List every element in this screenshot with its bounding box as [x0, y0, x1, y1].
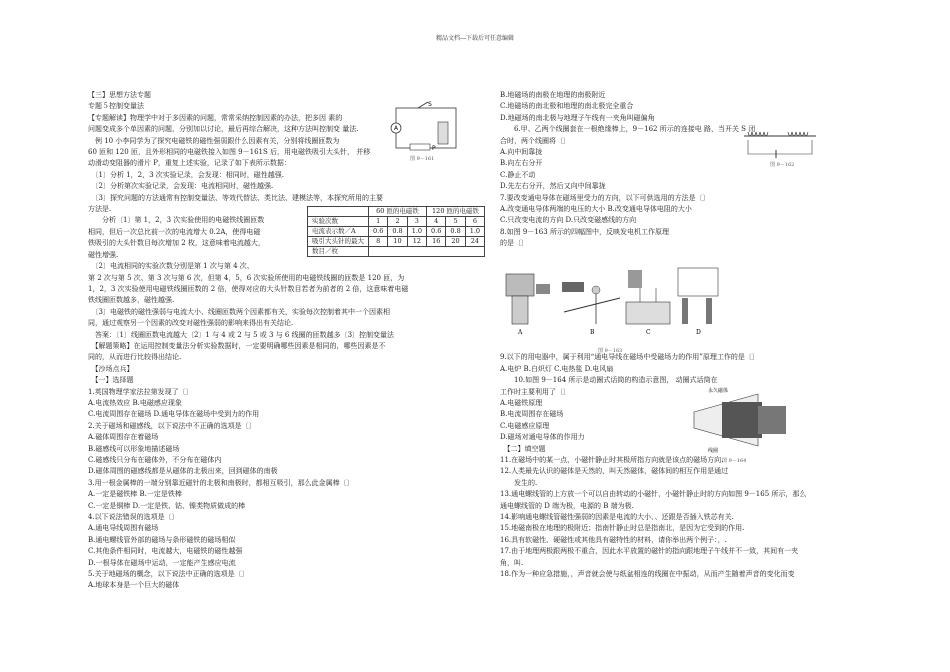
right-text-line: D.磁场对通电导体的作用力	[500, 433, 585, 442]
left-text-line: B.通电螺线管外部的磁场与条形磁铁的磁场相似	[88, 535, 236, 544]
table-cell: 1.0	[465, 227, 484, 237]
right-text-line	[500, 307, 870, 318]
table-cell: 1	[369, 217, 388, 227]
svg-text:A: A	[518, 329, 523, 336]
left-text-line: C.其他条件相同时，电流越大，电磁铁的磁性越强	[88, 547, 243, 556]
right-text-line: 12.人类最先认识的磁体是天然的，叫天然磁体，磁体间的相互作用是通过	[500, 467, 729, 476]
right-text-line: 16.具有软磁性、硬磁性或其他具有磁特性的材料，请你举出两个例子：，.	[500, 535, 727, 544]
table-cell: 0.8	[446, 227, 465, 237]
right-text-line: 工作时主要利用了〔〕	[500, 387, 570, 396]
table-cell: 16	[427, 237, 446, 247]
figure-caption: 图 9－163	[598, 348, 623, 354]
left-text-line: 例 10 小李同学为了探究电磁铁的磁性强弱跟什么因素有关，分别将线圈匝数为	[88, 136, 340, 145]
table-cell	[369, 247, 485, 257]
left-text-line: 动滑动变阻器的滑片 P，重复上述实验，记录了如下表所示数据：	[88, 159, 291, 168]
table-cell: 0.8	[388, 227, 407, 237]
left-text-line: C.磁感线只分布在磁体外，不分布在磁体内	[88, 456, 222, 464]
table-row	[308, 237, 485, 247]
right-text-line: A.向中间靠拢	[500, 148, 543, 157]
left-text-line: 5.关于地磁场的概念，以下说法中正确的选项是〔〕	[88, 570, 249, 579]
left-text-line: A.通电导线周围有磁场	[88, 524, 159, 533]
table-cell: 0.6	[369, 227, 388, 237]
right-text-line: 7.要改变通电导体在磁场里受力的方向，以下可供选用的方法是〔〕	[500, 193, 710, 202]
table-cell: 吸引大头针的最大	[308, 237, 369, 247]
left-text-line: 2.关于磁场和磁感线，以下说法中不正确的选项是〔〕	[88, 421, 256, 430]
right-text-line: B.地磁场的南极在地理的南极附近	[500, 91, 606, 99]
right-text-line	[500, 330, 870, 341]
left-text-line: 1.英国物理学家法拉第发现了〔〕	[88, 387, 193, 396]
left-text-line: 同，通过观察另一个因素的改变对磁性强弱的影响来得出有关结论.	[88, 319, 294, 328]
right-text-line: C.静止不动	[500, 170, 536, 179]
ammeter-label: A	[394, 125, 399, 132]
right-text-line: D.地磁场的南北极与地理子午线有一夹角叫磁偏角	[500, 113, 655, 122]
right-text-line: 6.甲、乙两个线圈套在一根绝缘棒上，9－162 所示的连接电 路，当开关 S 闭	[500, 125, 756, 134]
right-text-line: 9.以下的用电器中，属于利用“通电导线在磁场中受磁场力的作用”原理工作的是〔〕	[500, 353, 759, 362]
table-cell: 实验次数	[308, 217, 369, 227]
right-text-line: 发生的.	[500, 478, 538, 487]
figure-9-161	[388, 100, 466, 162]
table-cell: 0.6	[427, 227, 446, 237]
figure-caption: 图 9－164	[722, 458, 747, 464]
left-text-line: D.磁体周围的磁感线都是从磁体的北极出来，回到磁体的南极	[88, 467, 278, 476]
left-text-line: A.电流热效应 B.电磁感应现象	[88, 398, 182, 407]
left-text-line: 60 匝和 120 匝，且外形相同的电磁铁接入如图 9－161S 后，用电磁铁吸引大头针， 并移	[88, 148, 371, 157]
table-cell: 5	[446, 217, 465, 227]
figure-caption: 图 9－161	[410, 156, 435, 162]
coil-label: 线圈	[708, 448, 719, 454]
svg-text:B: B	[590, 329, 595, 336]
right-text-line: 的是〔〕	[500, 239, 528, 248]
left-text-line: 3.用一根金属棒的一端分别靠近磁针的北极和南极时，都相互吸引，那么此金属棒〔〕	[88, 478, 354, 487]
left-text-line: A.地球本身是一个巨大的磁体	[88, 581, 180, 590]
right-text-line: A.电磁铁原理	[500, 398, 543, 407]
table-head-cell: 120 匝的电磁铁	[427, 207, 485, 217]
right-text-line	[500, 341, 870, 352]
table-cell: 1.0	[407, 227, 426, 237]
right-text-line: 【二】填空题	[500, 444, 546, 453]
left-text-line: 同的，从而进行比较得出结论.	[88, 353, 182, 362]
left-text-line: 【解题策略】在运用控制变量法分析实验数据时，一定要明确哪些因素是相同的，哪些因素是不	[88, 341, 386, 350]
left-text-line: 〔2〕电流相同的实验次数分别是第 1 次与第 4 次、	[88, 262, 254, 271]
right-text-line: 17.由于地理两极跟两极不重合，因此水平放置的磁针的指向跟地理子午线并不一致，其间有一夹	[500, 547, 799, 556]
left-text-line: B.磁感线可以形象地描述磁场	[88, 444, 180, 453]
left-text-line: 4.以下说法错误的选项是〔〕	[88, 513, 179, 522]
right-text-line: 15.地磁南极在地理的极附近；指南针静止时总是指南北，是因为它受到的作用.	[500, 524, 745, 533]
right-text-line: B.向左右分开	[500, 159, 543, 168]
table-cell: 4	[427, 217, 446, 227]
right-text-line: A.改变通电导体两端的电压的大小 B.改变通电导体电阻的大小	[500, 205, 692, 214]
table-row	[308, 217, 485, 227]
slider-label: P	[432, 145, 436, 152]
right-column	[500, 90, 870, 580]
left-text-line: 铁吸引的大头针数目每次增加 2 枚，这意味着电流越大，	[88, 239, 265, 248]
left-text-line: 〔1〕分析 1，2，3 次实验记录，会发现：相同时，磁性越强.	[88, 170, 284, 179]
left-text-line: 【沙场点兵】	[88, 364, 134, 373]
table-head-row	[308, 207, 485, 217]
right-text-line: 14.影响通电螺线管磁性强弱的因素是电流的大小、、还跟是否插入铁芯有关.	[500, 513, 734, 522]
magnet-label: 永久磁体	[708, 388, 729, 394]
right-text-line: 8.如图 9－163 所示的四幅图中，反映发电机工作原理	[500, 227, 669, 236]
table-row	[308, 227, 485, 237]
left-text-line: 〔3〕电磁铁的磁性强弱与电流大小、线圈匝数两个因素都有关，实验每次控制着其中一个因素相	[88, 307, 390, 316]
right-text-line	[500, 318, 870, 329]
right-text-line: 18.作为一种应急措施，，声音就会使与纸盆相连的线圈在中振动，从而产生随着声音的变化而变	[500, 570, 795, 579]
left-text-line: 【一】选择题	[88, 376, 134, 385]
right-text-line: 通电螺线管的 D 端为极，电源的 B 端为极.	[500, 501, 634, 510]
page-header: 精品文档---下载后可任意编辑	[435, 35, 515, 42]
switch-label: S	[428, 101, 432, 108]
right-text-line: 13.通电螺线管的上方放一个可以自由转动的小磁针，小磁针静止时的方向如图 9－165 所示，那么	[500, 490, 807, 499]
left-text-line: 问题变成多个单因素的问题，分别加以讨论，最后再综合解决，这种方法叫控制变 量法.	[88, 125, 359, 134]
left-text-line: C.电流周围存在磁场 D.通电导体在磁场中受到力的作用	[88, 410, 260, 419]
table-cell: 20	[446, 237, 465, 247]
right-text-line	[500, 261, 870, 272]
right-text-line: A.电炉 B.白炽灯 C.电热毯 D.电风扇	[500, 364, 614, 373]
table-head-cell	[308, 207, 369, 217]
table-cell: 2	[388, 217, 407, 227]
left-text-line: 方法是.	[88, 205, 112, 214]
left-text-line: A.磁体周围存在着磁场	[88, 433, 159, 442]
left-text-line: 相同，但后一次总比前一次的电流增大 0.2A，使得电磁	[88, 227, 261, 236]
left-text-line: 1，2，3 次实验使用电磁铁线圈匝数的 2 倍，使得对应的大头针数目若者为前者的 2 倍，这意味着电磁	[88, 284, 409, 293]
right-text-line: C.地磁场的南北极和地理的南北极完全重合	[500, 102, 634, 111]
left-text-line: 分析〔1〕第 1，2，3 次实验使用的电磁铁线圈匝数	[88, 216, 265, 225]
table-cell: 数目／枚	[308, 247, 369, 257]
table-cell: 10	[388, 237, 407, 247]
rheostat-icon	[410, 144, 430, 150]
left-text-line: 【专题解读】物理学中对于多因素的问题，常常采纳控制因素的办法，把多因 素的	[88, 113, 343, 122]
data-table	[307, 206, 485, 257]
electromagnet-icon	[438, 122, 448, 144]
table-cell: 3	[407, 217, 426, 227]
table-cell: 6	[465, 217, 484, 227]
table-row	[308, 247, 485, 257]
right-text-line	[500, 250, 870, 261]
right-text-line	[500, 295, 870, 306]
right-text-line: C.电磁感应原理	[500, 421, 550, 430]
table-cell: 电流表示数／A	[308, 227, 369, 237]
table-cell: 24	[465, 237, 484, 247]
left-text-line: A.一定是磁铁棒 B.一定是铁棒	[88, 490, 182, 499]
svg-text:D: D	[696, 329, 701, 336]
left-text-line: 答案：〔1〕线圈匝数电流越大〔2〕1 与 4 或 2 与 5 或 3 与 6 线圈的匝数越多〔3〕控制变量法	[88, 330, 395, 339]
right-text-line: B.电流周围存在磁场	[500, 410, 564, 419]
table-cell: 8	[369, 237, 388, 247]
right-text-line: D.先左右分开，然后又向中间靠拢	[500, 182, 606, 191]
right-text-line	[500, 284, 870, 295]
table-cell: 12	[407, 237, 426, 247]
table-head-cell: 60 匝的电磁铁	[369, 207, 427, 217]
left-text-line: D.一根导体在磁场中运动，一定能产生感应电流	[88, 558, 236, 567]
left-text-line: 【三】思想方法专题	[88, 91, 151, 99]
right-text-line: 角，叫.	[500, 558, 524, 567]
left-text-line: C.一定是铜棒 D.一定是铁、钴、镍类物质做成的棒	[88, 501, 246, 510]
figure-caption: 图 9－162	[770, 162, 795, 168]
right-text-line: 合时，两个线圈将〔〕	[500, 136, 570, 145]
left-text-line: 第 2 次与第 5 次、第 3 次与第 6 次，但第 4，5，6 次实验所使用的电磁铁线圈的匝数是 120 匝，为	[88, 273, 405, 282]
left-text-line: 〔3〕探究问题的方法通常有控制变量法、等效代替法、类比法、建模法等，本探究所用的主要	[88, 193, 383, 202]
left-text-line: 铁线圈匝数越多，磁性越强.	[88, 296, 175, 305]
right-text-line: 10.如图 9－164 所示是动圈式话筒的构造示意图， 动圈式话筒在	[500, 376, 718, 385]
left-text-line: 专题５控制变量法	[88, 102, 144, 111]
right-text-line: 11.在磁场中的某一点，小磁针静止时其极所指方向就是该点的磁场方向.	[500, 456, 724, 464]
left-column	[88, 90, 473, 592]
switch-icon	[418, 102, 428, 108]
left-text-line: 〔2〕分析第次实验记录，会发现：电流相同时，磁性越强.	[88, 182, 274, 191]
left-text-line: 磁性增强.	[88, 250, 119, 259]
right-text-line: C.只改变电流的方向 D.只改变磁感线的方向	[500, 216, 637, 225]
svg-text:C: C	[646, 329, 651, 336]
right-text-line	[500, 273, 870, 284]
